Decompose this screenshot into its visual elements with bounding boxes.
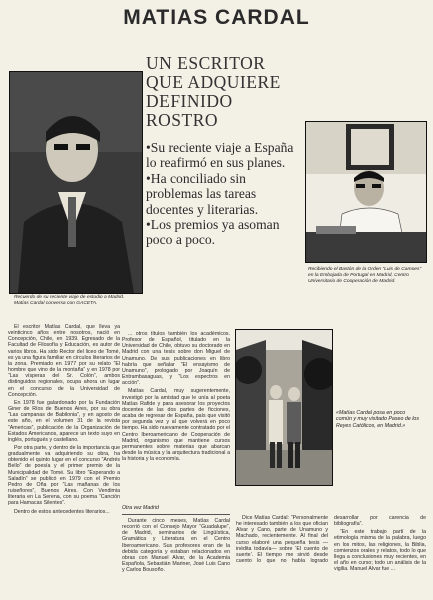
column-4 bbox=[236, 515, 426, 596]
street-caption: «Matías Cardal posa en poco común y muy visitado Paseo de los Reyes Católicos, en Madrid.» bbox=[336, 410, 420, 429]
col2-para-2: Matías Cardal, muy sugerentemente, investigó por la amistad que le unía al poeta Matías Rafide y para asesorar los proyectos docentes de las dos partes de ficciones, acaba de regresar de España, país que visitó por segunda vez y al que volverá en poco tiempo. Ha sido nuevamente contratado por el Centro Iberoamericano de Cooperación de Madrid, organismo que mantiene cursos permanentes sobre materias que abarcan desde la música y la arquitectura tradicional a la historia y la economía. bbox=[122, 388, 230, 463]
portrait-image bbox=[10, 72, 142, 293]
col3-para-1: Durante cinco meses, Matías Cardal recorrió con el Consejo Mayor “Guadalupe”, de Madrid, seminarios de Lingüística, Gramática y Literatura en el Centro Iberoamericano. Sus profesores eran de la debida categoría y estaban relacionados en obras con Manuel Alvar, de la Academia Española, Sebastián Mariner, José Luis Cano y Carlos Bousoño. bbox=[122, 518, 230, 574]
col1-para-2: En 1978 fue galardonado por la Fundación Giner de Ríos de Buenos Aires, por su obra “Las campanas de Babilonia”, y en agosto de este año, en el volumen 31 de la revista “Americas”, publicación de la Organización de Estados Americanos, aparece un texto suyo en inglés, portugués y castellano. bbox=[8, 399, 120, 443]
desk-caption: Recibiendo el Bastón de la Orden “Luis de Camoes” en la Embajada de Portugal en Madrid, Centro Universitario de Cooperación de Madrid. bbox=[308, 267, 422, 284]
street-photo bbox=[235, 329, 333, 486]
bullet-1: •Su reciente viaje a España lo reafirmó en sus planes. bbox=[146, 140, 294, 171]
col4-para-2: “En este trabajo partí de la etimología misma de la palabra, luego en los mitos, las religiones, la Biblia, comienzos orales y relatos, todo lo que llega a conclusiones muy recientes, en el año en curso; todo un análisis de la vigilia. Manuel Alvar fue ... bbox=[334, 529, 426, 573]
article-bullets bbox=[146, 140, 296, 248]
column-3 bbox=[122, 518, 230, 596]
desk-image bbox=[306, 122, 426, 262]
article-title: MATIAS CARDAL bbox=[123, 6, 310, 29]
bullet-3: •Los premios ya asoman poco a poco. bbox=[146, 217, 280, 248]
desk-photo bbox=[305, 121, 427, 263]
column-1 bbox=[8, 324, 120, 595]
divider bbox=[122, 514, 230, 515]
portrait-photo bbox=[9, 71, 143, 294]
col2-para-1: ... otros títulos también los académicos. Profesor de Español, titulado en la Universidad de Chile, obtuvo su doctorado en Madrid con una tesis sobre don Miguel de Unamuno. De sus publicaciones en libro habría que señalar “El ensayismo de Unamuno”, prologado por Joaquín de Entrambasaguas, y “Los espectros en acción”. bbox=[122, 331, 230, 387]
article-headline: UN ESCRITOR QUE ADQUIERE DEFINIDO ROSTRO bbox=[146, 53, 281, 130]
col4-para-1: Dice Matías Cardal: “Personalmente he interesado también a los que ofician Alvar y Cano, parte de Unamuno y Machado, recientemente. Al final del curso elaboré una pequeña tesis —inédita todavía— sobre ‘El cuento de suerte’. El tiempo me sirvió desde cuento lo que no había logrado desarrollar por carencia de bibliografía”. bbox=[236, 515, 426, 565]
portrait-caption: Recuerdo de su reciente viaje de estudio a Madrid. Matías Cardal conversa con GACETA. bbox=[14, 295, 125, 306]
section-subhead: Otra vez Madrid bbox=[122, 505, 159, 511]
bullet-2: •Ha conciliado sin problemas las tareas docentes y literarias. bbox=[146, 170, 259, 217]
col1-para-3: Por otra parte, y dentro de la importancia que gradualmente va adquiriendo su obra, ha obtenido el quinto lugar en el concurso “Andrés Bello” de poesía y el primer premio de la Municipalidad de Tomé. Su libro “Esperando a Saladín” se publicó en 1979 con el Premio Pedro de Oña por “Las mañanas de los ruiseñores”, Buenos Aires. Con Vendimia literaria en La Serena, con su poema “Canción para Hamacas Silentes”. bbox=[8, 444, 120, 507]
street-image bbox=[236, 330, 332, 485]
col1-para-1: El escritor Matías Cardal, que lleva ya veinticinco años entre nosotros, nació en Concepción, Chile, en 1939. Egresado de la Facultad de Filosofía y Educación, es autor de varios libros. Ha sido Rector del liceo de Tomé, es ya una figura familiar en círculos literarios de la zona. Premiado en 1977 por su relato “El hombre que vino de la montaña” y en 1978 por “Las vísperas del Sr. Colón”, ambos distinguidos regionales, ocupa ahora un lugar en el concurso de la Universidad de Concepción. bbox=[8, 324, 120, 398]
col1-para-4: Dentro de estos antecedentes literarios... bbox=[14, 508, 110, 515]
column-2 bbox=[122, 331, 230, 501]
